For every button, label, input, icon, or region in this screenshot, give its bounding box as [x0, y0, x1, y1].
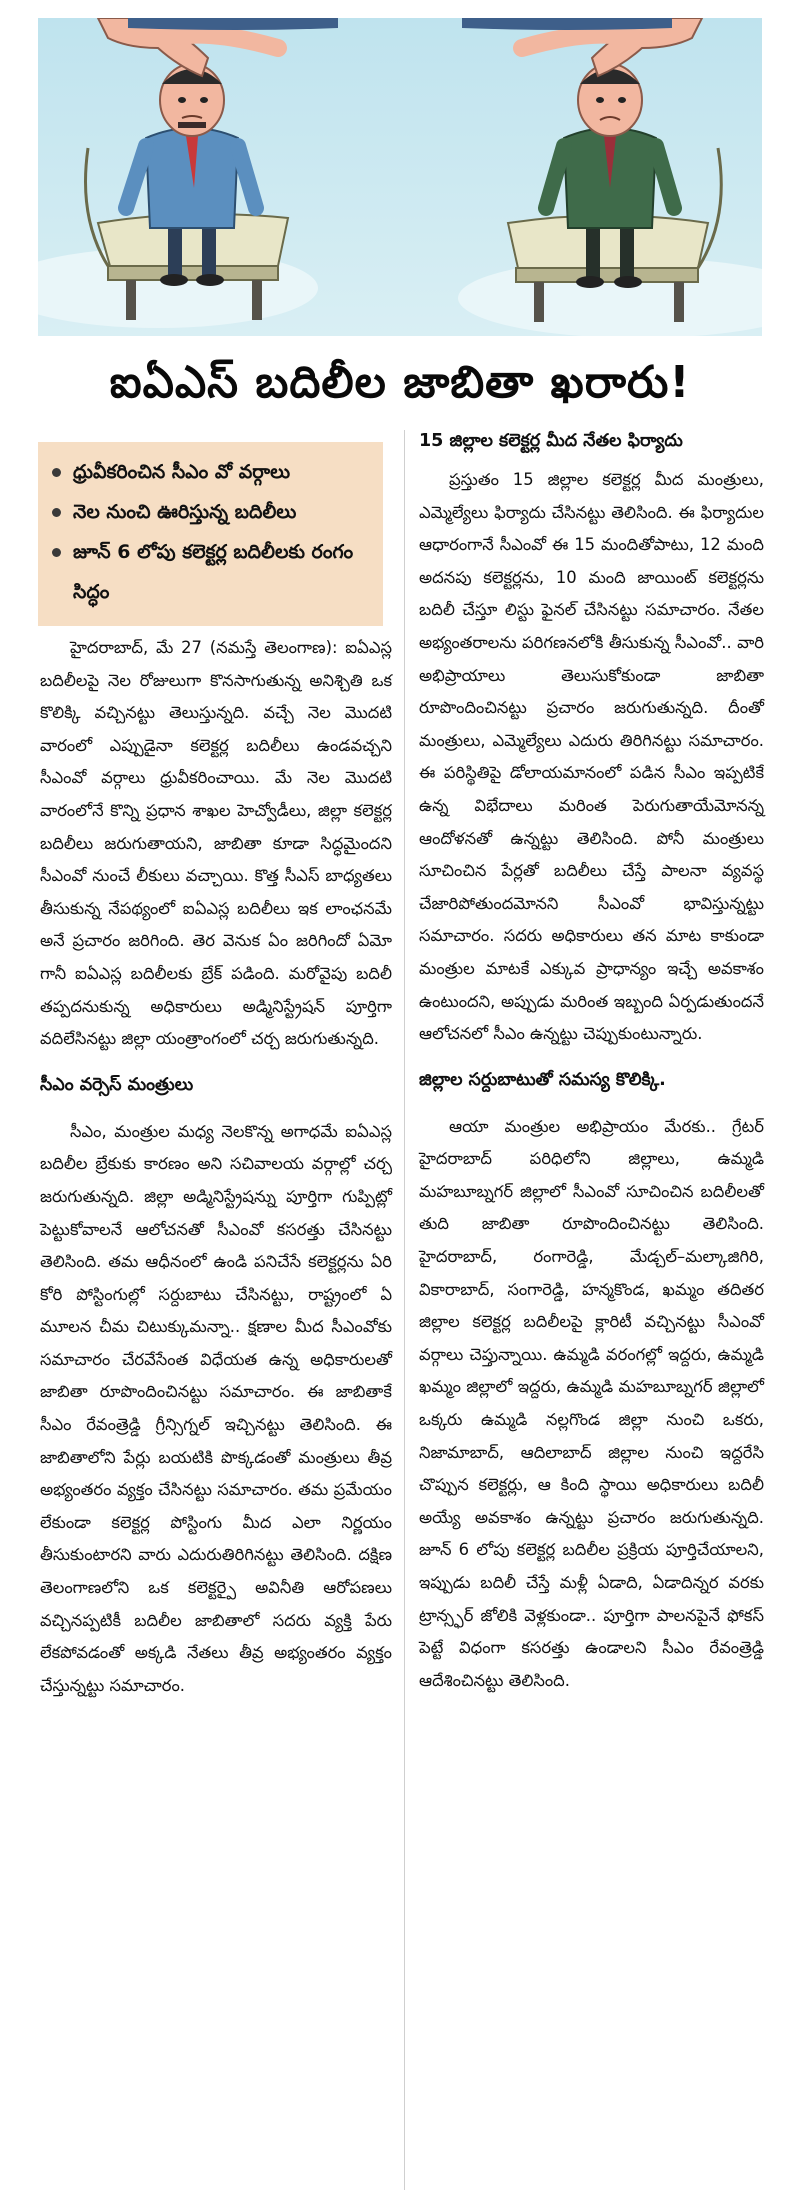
right-hand: [462, 18, 702, 76]
cartoon-svg: [38, 18, 762, 336]
highlight-text: నెల నుంచి ఊరిస్తున్న బదిలీలు: [73, 501, 297, 523]
highlight-item: [52, 532, 375, 612]
bullet-icon: [52, 508, 61, 517]
body-paragraph: ఆయా మంత్రుల అభిప్రాయం మేరకు.. గ్రేటర్ హైదరాబాద్ పరిధిలోని జిల్లాలు, ఉమ్మడి మహబూబ్నగర్ జిల్లాలో సీఎంవో సూచించిన బదిలీలతో తుది జాబితా రూపొందించినట్టు తెలిసింది. హైదరాబాద్, రంగారెడ్డి, మేడ్చల్–మల్కాజిగిరి, వికారాబాద్, సంగారెడ్డి, హన్మకొండ, ఖమ్మం తదితర జిల్లాల కలెక్టర్ల బదిలీలపై క్లారిటీ వచ్చినట్టు సీఎంవో వర్గాలు చెప్తున్నాయి. ఉమ్మడి వరంగల్లో ఇద్దరు, ఉమ్మడి ఖమ్మం జిల్లాలో ఇద్దరు, ఉమ్మడి మహబూబ్నగర్ జిల్లాలో ఒక్కరు ఉమ్మడి నల్లగొండ జిల్లా నుంచి ఒకరు, నిజామాబాద్, ఆదిలాబాద్ జిల్లాల నుంచి ఇద్దరేసి చొప్పున కలెక్టర్లు, ఆ కింది స్థాయి అధికారులు బదిలీ అయ్యే అవకాశం ఉన్నట్టు ప్రచారం జరుగుతున్నది. జూన్ 6 లోపు కలెక్టర్ల బదిలీల ప్రక్రియ పూర్తిచేయాలని, ఇప్పుడు బదిలీ చేస్తే మళ్లీ ఏడాది, ఏడాదిన్నర వరకు ట్రాన్స్ఫర్ జోలికి వెళ్లకుండా.. పూర్తిగా పాలనపైనే ఫోకస్ పెట్టే విధంగా కసరత్తు ఉండాలని సీఎం రేవంత్రెడ్డి ఆదేశించినట్టు తెలిసింది.: [419, 1116, 764, 1690]
highlight-item: [52, 452, 375, 492]
column-divider: [404, 430, 405, 2190]
highlight-item: [52, 492, 375, 532]
subhead-resolution: జిల్లాల సర్దుబాటుతో సమస్య కొలిక్కి.: [419, 1069, 666, 1090]
body-paragraph: ప్రస్తుతం 15 జిల్లాల కలెక్టర్ల మీద మంత్రులు, ఎమ్మెల్యేలు ఫిర్యాదు చేసినట్టు తెలిసింది. ఈ ఫిర్యాదుల ఆధారంగానే సీఎంవో ఈ 15 మందితోపాటు, 12 మంది అదనపు కలెక్టర్లను, 10 మంది జాయింట్ కలెక్టర్లను బదిలీ చేస్తూ లిస్టు ఫైనల్ చేసినట్టు సమాచారం. నేతల అభ్యంతరాలను పరిగణనలోకి తీసుకున్న సీఎంవో.. వారి అభిప్రాయాలు తెలుసుకోకుండా జాబితా రూపొందించినట్టు ప్రచారం జరుగుతున్నది. దీంతో మంత్రులు, ఎమ్మెల్యేలు ఎదురు తిరిగినట్టు సమాచారం. ఈ పరిస్థితిపై డోలాయమానంలో పడిన సీఎం ఇప్పటికే ఉన్న విభేదాలు మరింత పెరుగుతాయేమోనన్న ఆందోళనతో ఉన్నట్టు తెలిసింది. పోనీ మంత్రులు సూచించిన పేర్లతో బదిలీలు చేస్తే పాలనా వ్యవస్థ చేజారిపోతుందమోనని సీఎంవో భావిస్తున్నట్టు సమాచారం. సదరు అధికారులు తన మాట కాకుండా మంత్రుల మాటకే ఎక్కువ ప్రాధాన్యం ఇచ్చే అవకాశం ఉంటుందని, అప్పుడు మరింత ఇబ్బంది ఏర్పడుతుందనే ఆలోచనలో సీఎం ఉన్నట్టు చెప్పుకుంటున్నారు.: [419, 470, 764, 1044]
intro-paragraph: హైదరాబాద్, మే 27 (నమస్తే తెలంగాణ): ఐఏఎస్ల బదిలీలపై నెల రోజులుగా కొనసాగుతున్న అనిశ్చితి ఒక కొలిక్కి వచ్చినట్టు తెలుస్తున్నది. వచ్చే నెల మొదటి వారంలో ఎప్పుడైనా కలెక్టర్ల బదిలీలు ఉండవచ్చని సీఎంవో వర్గాలు ధ్రువీకరించాయి. మే నెల మొదటి వారంలోనే కొన్ని ప్రధాన శాఖల హెచ్వోడీలు, జిల్లా కలెక్టర్ల బదిలీలు జరుగుతాయని, జాబితా కూడా సిద్ధమైందని సీఎంవో నుంచే లీకులు వచ్చాయి. కొత్త సీఎస్ బాధ్యతలు తీసుకున్న నేపథ్యంలో ఐఏఎస్ల బదిలీలు ఇక లాంఛనమే అనే ప్రచారం జరిగింది. తెర వెనుక ఏం జరిగిందో ఏమో గానీ ఐఏఎస్ల బదిలీలకు బ్రేక్ పడింది. మరోవైపు బదిలీ తప్పదనుకున్న అధికారులు అడ్మినిస్ట్రేషన్ పూర్తిగా వదిలేసినట్టు జిల్లా యంత్రాంగంలో చర్చ జరుగుతున్నది.: [40, 638, 392, 1049]
bullet-icon: [52, 548, 61, 557]
right-column: [419, 424, 764, 1697]
headline: ఐఏఎస్ బదిలీల జాబితా ఖరారు!: [109, 357, 691, 408]
highlights-box: [38, 442, 383, 626]
subhead-cm-vs-ministers: సీఎం వర్సెస్ మంత్రులు: [40, 1074, 194, 1095]
subhead-complaints: 15 జిల్లాల కలెక్టర్ల మీద నేతల ఫిర్యాదు: [419, 431, 683, 451]
body-paragraph: సీఎం, మంత్రుల మధ్య నెలకొన్న అగాధమే ఐఏఎస్ల బదిలీల బ్రేకుకు కారణం అని సచివాలయ వర్గాల్లో చర్చ జరుగుతున్నది. జిల్లా అడ్మినిస్ట్రేషన్ను పూర్తిగా గుప్పిట్లో పెట్టుకోవాలనే ఆలోచనతో సీఎంవో కసరత్తు చేసినట్టు తెలిసింది. తమ ఆధీనంలో ఉండి పనిచేసే కలెక్టర్లను ఏరి కోరి పోస్టింగుల్లో సర్దుబాటు చేసినట్టు, రాష్ట్రంలో ఏ మూలన చీమ చిటుక్కుమన్నా.. క్షణాల మీద సీఎంవోకు సమాచారం చేరవేసేంత విధేయత ఉన్న అధికారులతో జాబితా రూపొందించినట్టు సమాచారం. ఈ జాబితాకే సీఎం రేవంత్రెడ్డి గ్రీన్సిగ్నల్ ఇచ్చినట్టు తెలిసింది. ఈ జాబితాలోని పేర్లు బయటికి పొక్కడంతో మంత్రులు తీవ్ర అభ్యంతరం వ్యక్తం చేసినట్టు సమాచారం. తమ ప్రమేయం లేకుండా కలెక్టర్ల పోస్టింగు మీద ఎలా నిర్ణయం తీసుకుంటారని వారు ఎదురుతిరిగినట్టు తెలిసింది. దక్షిణ తెలంగాణలోని ఒక కలెక్టర్పై అవినీతి ఆరోపణలు వచ్చినప్పటికీ బదిలీల జాబితాలో సదరు వ్యక్తి పేరు లేకపోవడంతో అక్కడి నేతలు తీవ్ర అభ్యంతరం వ్యక్తం చేస్తున్నట్టు సమాచారం.: [40, 1121, 392, 1695]
left-column: [40, 632, 392, 1702]
cartoon-illustration: [38, 18, 762, 336]
left-hand: [98, 18, 338, 76]
highlight-text: జూన్ 6 లోపు కలెక్టర్ల బదిలీలకు రంగం సిద్ధం: [73, 541, 354, 603]
bullet-icon: [52, 468, 61, 477]
highlight-text: ధ్రువీకరించిన సీఎం వో వర్గాలు: [73, 461, 291, 483]
